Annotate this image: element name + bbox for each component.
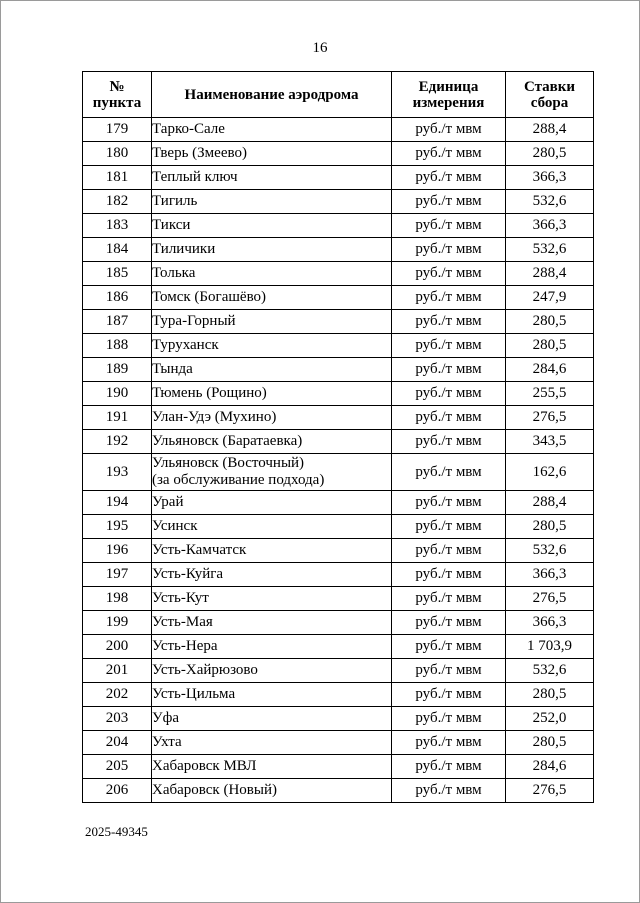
cell-rate: 366,3 — [506, 611, 594, 635]
cell-item-number: 181 — [83, 166, 152, 190]
cell-rate: 280,5 — [506, 334, 594, 358]
cell-unit: руб./т мвм — [392, 214, 506, 238]
cell-rate: 288,4 — [506, 118, 594, 142]
table-row — [83, 635, 594, 659]
cell-aerodrome-name: Теплый ключ — [152, 166, 392, 190]
cell-aerodrome-name: Усинск — [152, 515, 392, 539]
cell-aerodrome-name: Туруханск — [152, 334, 392, 358]
cell-rate: 276,5 — [506, 406, 594, 430]
cell-item-number: 196 — [83, 539, 152, 563]
table-row — [83, 587, 594, 611]
cell-unit: руб./т мвм — [392, 430, 506, 454]
cell-aerodrome-name: Тикси — [152, 214, 392, 238]
cell-rate: 280,5 — [506, 142, 594, 166]
table-row — [83, 190, 594, 214]
cell-unit: руб./т мвм — [392, 779, 506, 803]
table-row — [83, 731, 594, 755]
cell-rate: 366,3 — [506, 214, 594, 238]
table-row — [83, 310, 594, 334]
cell-item-number: 191 — [83, 406, 152, 430]
table-row — [83, 358, 594, 382]
table-row — [83, 539, 594, 563]
cell-aerodrome-name: Тында — [152, 358, 392, 382]
cell-unit: руб./т мвм — [392, 238, 506, 262]
table-row — [83, 238, 594, 262]
cell-aerodrome-name: Тура-Горный — [152, 310, 392, 334]
cell-unit: руб./т мвм — [392, 286, 506, 310]
cell-aerodrome-name: Томск (Богашёво) — [152, 286, 392, 310]
aerodrome-rates-table — [82, 71, 594, 803]
table-row — [83, 683, 594, 707]
table-row — [83, 430, 594, 454]
table-row — [83, 491, 594, 515]
cell-aerodrome-name: Тарко-Сале — [152, 118, 392, 142]
cell-unit: руб./т мвм — [392, 454, 506, 491]
cell-aerodrome-name: Усть-Нера — [152, 635, 392, 659]
table-row — [83, 707, 594, 731]
cell-item-number: 192 — [83, 430, 152, 454]
cell-rate: 1 703,9 — [506, 635, 594, 659]
cell-aerodrome-name: Ухта — [152, 731, 392, 755]
cell-aerodrome-name: Уфа — [152, 707, 392, 731]
cell-unit: руб./т мвм — [392, 731, 506, 755]
cell-unit: руб./т мвм — [392, 707, 506, 731]
cell-unit: руб./т мвм — [392, 635, 506, 659]
cell-aerodrome-name: Улан-Удэ (Мухино) — [152, 406, 392, 430]
cell-unit: руб./т мвм — [392, 611, 506, 635]
cell-unit: руб./т мвм — [392, 539, 506, 563]
table-row — [83, 334, 594, 358]
cell-item-number: 189 — [83, 358, 152, 382]
cell-item-number: 200 — [83, 635, 152, 659]
cell-aerodrome-name: Урай — [152, 491, 392, 515]
table-row — [83, 515, 594, 539]
cell-item-number: 206 — [83, 779, 152, 803]
page-number: 16 — [312, 40, 328, 56]
cell-rate: 343,5 — [506, 430, 594, 454]
table-row — [83, 214, 594, 238]
cell-rate: 366,3 — [506, 166, 594, 190]
cell-item-number: 204 — [83, 731, 152, 755]
cell-item-number: 198 — [83, 587, 152, 611]
cell-item-number: 184 — [83, 238, 152, 262]
cell-item-number: 188 — [83, 334, 152, 358]
cell-item-number: 187 — [83, 310, 152, 334]
table-row — [83, 382, 594, 406]
table-row — [83, 454, 594, 491]
cell-unit: руб./т мвм — [392, 683, 506, 707]
cell-rate: 247,9 — [506, 286, 594, 310]
cell-rate: 366,3 — [506, 563, 594, 587]
cell-item-number: 195 — [83, 515, 152, 539]
table-row — [83, 755, 594, 779]
cell-rate: 288,4 — [506, 491, 594, 515]
cell-item-number: 185 — [83, 262, 152, 286]
cell-item-number: 197 — [83, 563, 152, 587]
cell-rate: 276,5 — [506, 779, 594, 803]
cell-aerodrome-name: Хабаровск МВЛ — [152, 755, 392, 779]
cell-unit: руб./т мвм — [392, 659, 506, 683]
header-item-number: № пункта — [83, 72, 152, 118]
cell-aerodrome-name: Тюмень (Рощино) — [152, 382, 392, 406]
cell-aerodrome-name: Усть-Камчатск — [152, 539, 392, 563]
cell-item-number: 179 — [83, 118, 152, 142]
cell-aerodrome-name: Тиличики — [152, 238, 392, 262]
cell-item-number: 205 — [83, 755, 152, 779]
cell-aerodrome-name: Тверь (Змеево) — [152, 142, 392, 166]
cell-unit: руб./т мвм — [392, 382, 506, 406]
table-row — [83, 563, 594, 587]
cell-unit: руб./т мвм — [392, 142, 506, 166]
cell-item-number: 183 — [83, 214, 152, 238]
cell-item-number: 202 — [83, 683, 152, 707]
cell-item-number: 201 — [83, 659, 152, 683]
cell-unit: руб./т мвм — [392, 515, 506, 539]
cell-rate: 252,0 — [506, 707, 594, 731]
cell-rate: 532,6 — [506, 190, 594, 214]
cell-rate: 280,5 — [506, 683, 594, 707]
table-row — [83, 406, 594, 430]
cell-unit: руб./т мвм — [392, 406, 506, 430]
cell-aerodrome-name: Усть-Хайрюзово — [152, 659, 392, 683]
header-unit: Единица измерения — [392, 72, 506, 118]
table-row — [83, 286, 594, 310]
cell-aerodrome-name: Усть-Мая — [152, 611, 392, 635]
cell-rate: 280,5 — [506, 515, 594, 539]
table-row — [83, 779, 594, 803]
cell-rate: 255,5 — [506, 382, 594, 406]
cell-aerodrome-name: Ульяновск (Баратаевка) — [152, 430, 392, 454]
cell-aerodrome-name: Хабаровск (Новый) — [152, 779, 392, 803]
table-row — [83, 659, 594, 683]
header-aerodrome-name: Наименование аэродрома — [152, 72, 392, 118]
cell-item-number: 193 — [83, 454, 152, 491]
table-body — [83, 118, 594, 803]
document-code: 2025-49345 — [85, 824, 148, 839]
cell-rate: 276,5 — [506, 587, 594, 611]
table-row — [83, 118, 594, 142]
table-header-row — [83, 72, 594, 118]
cell-rate: 532,6 — [506, 238, 594, 262]
cell-unit: руб./т мвм — [392, 262, 506, 286]
cell-aerodrome-name: Усть-Кут — [152, 587, 392, 611]
table-row — [83, 166, 594, 190]
cell-aerodrome-name: Тигиль — [152, 190, 392, 214]
cell-aerodrome-name: Ульяновск (Восточный) (за обслуживание подхода) — [152, 454, 392, 491]
cell-unit: руб./т мвм — [392, 166, 506, 190]
cell-unit: руб./т мвм — [392, 491, 506, 515]
cell-rate: 280,5 — [506, 731, 594, 755]
table-row — [83, 262, 594, 286]
cell-item-number: 182 — [83, 190, 152, 214]
cell-aerodrome-name: Усть-Цильма — [152, 683, 392, 707]
cell-item-number: 199 — [83, 611, 152, 635]
cell-rate: 532,6 — [506, 659, 594, 683]
table-row — [83, 142, 594, 166]
cell-rate: 532,6 — [506, 539, 594, 563]
cell-rate: 288,4 — [506, 262, 594, 286]
cell-unit: руб./т мвм — [392, 358, 506, 382]
cell-unit: руб./т мвм — [392, 334, 506, 358]
cell-item-number: 180 — [83, 142, 152, 166]
cell-unit: руб./т мвм — [392, 587, 506, 611]
cell-rate: 162,6 — [506, 454, 594, 491]
cell-unit: руб./т мвм — [392, 755, 506, 779]
cell-unit: руб./т мвм — [392, 310, 506, 334]
cell-unit: руб./т мвм — [392, 190, 506, 214]
cell-rate: 280,5 — [506, 310, 594, 334]
cell-aerodrome-name: Толька — [152, 262, 392, 286]
cell-item-number: 186 — [83, 286, 152, 310]
table-row — [83, 611, 594, 635]
header-rate: Ставки сбора — [506, 72, 594, 118]
cell-unit: руб./т мвм — [392, 563, 506, 587]
cell-unit: руб./т мвм — [392, 118, 506, 142]
cell-item-number: 190 — [83, 382, 152, 406]
cell-item-number: 203 — [83, 707, 152, 731]
cell-rate: 284,6 — [506, 358, 594, 382]
cell-rate: 284,6 — [506, 755, 594, 779]
cell-aerodrome-name: Усть-Куйга — [152, 563, 392, 587]
cell-item-number: 194 — [83, 491, 152, 515]
